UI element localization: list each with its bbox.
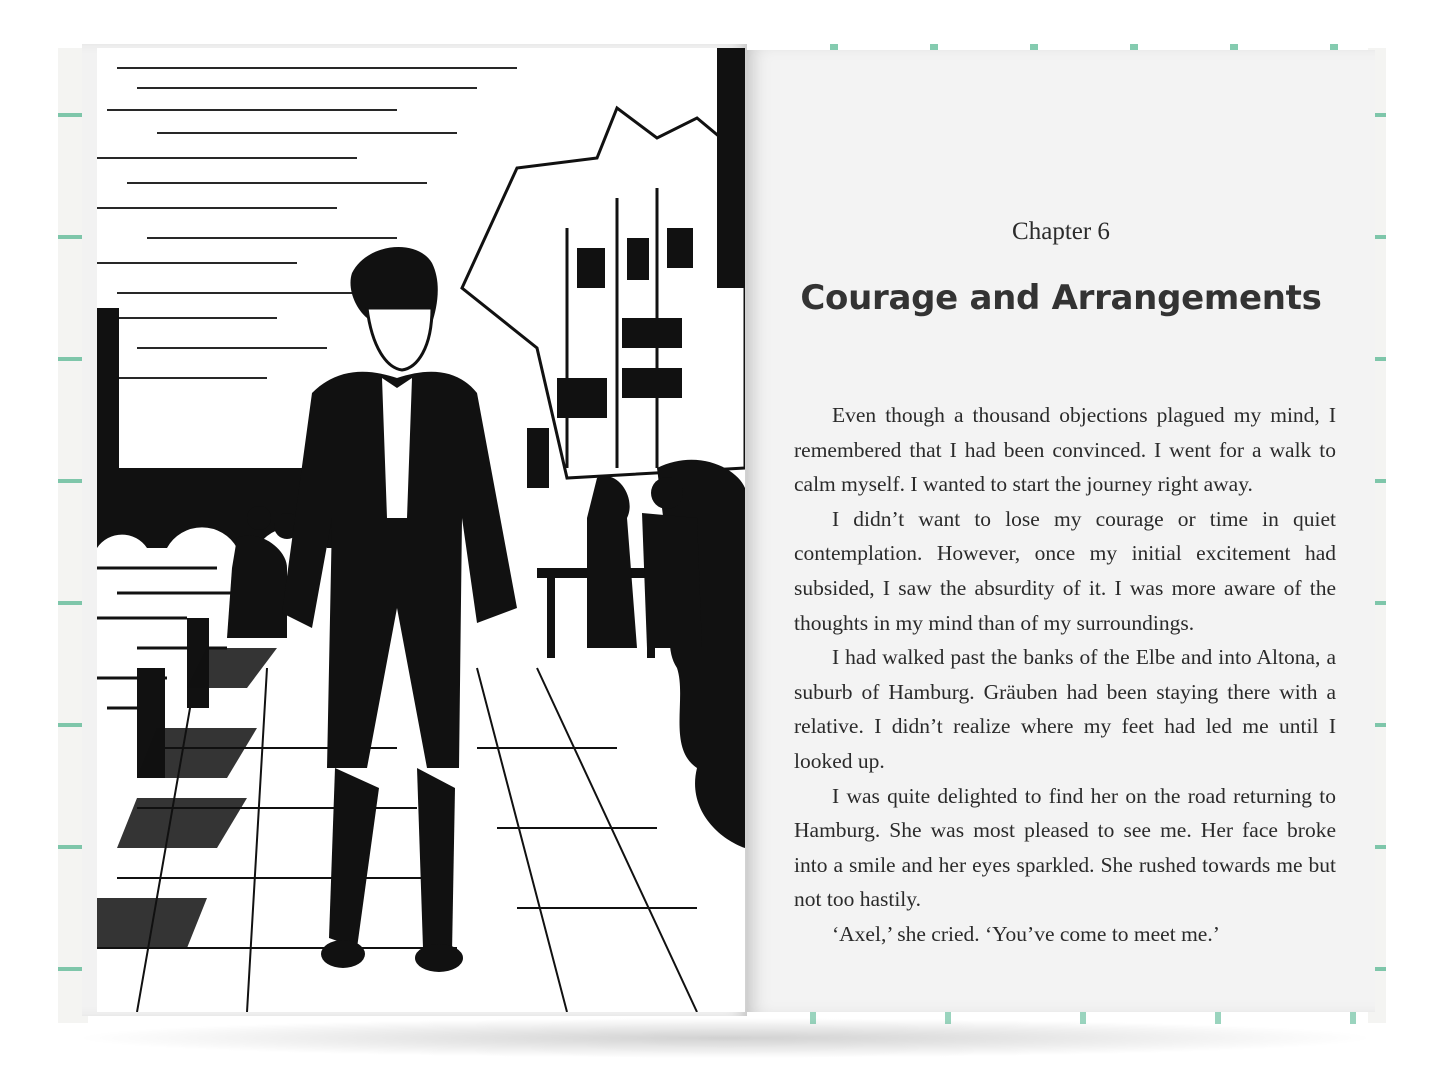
chapter-number: Chapter 6: [1012, 218, 1110, 245]
paragraph: ‘Axel,’ she cried. ‘You’ve come to meet me.’: [832, 921, 1220, 946]
paragraph: Even though a thousand objections plagued my mind, I remembered that I had been convinced. I went for a walk to calm myself. I wanted to start the journey right away.: [794, 403, 1336, 497]
riverside-walk-illustration: [97, 48, 745, 1012]
paragraph: I had walked past the banks of the Elbe and into Altona, a suburb of Hamburg. Gräuben had been staying there with a relative. I didn’t realize where my feet had led me until I looked up.: [794, 645, 1336, 773]
chapter-body: [794, 398, 1336, 952]
paragraph: I was quite delighted to find her on the road returning to Hamburg. She was most pleased to see me. Her face broke into a smile and her eyes sparkled. She rushed towards me but not too hastily.: [794, 783, 1336, 912]
chapter-title: Courage and Arrangements: [800, 278, 1322, 318]
cover-edge-bottom: [740, 1010, 1380, 1024]
book-shadow: [70, 1018, 1380, 1058]
paragraph: I didn’t want to lose my courage or time in quiet contemplation. However, once my initial excitement had subsided, I saw the absurdity of it. I was more aware of the thoughts in my mind than of my surroundings.: [794, 506, 1336, 635]
chapter-illustration: [97, 48, 745, 1012]
